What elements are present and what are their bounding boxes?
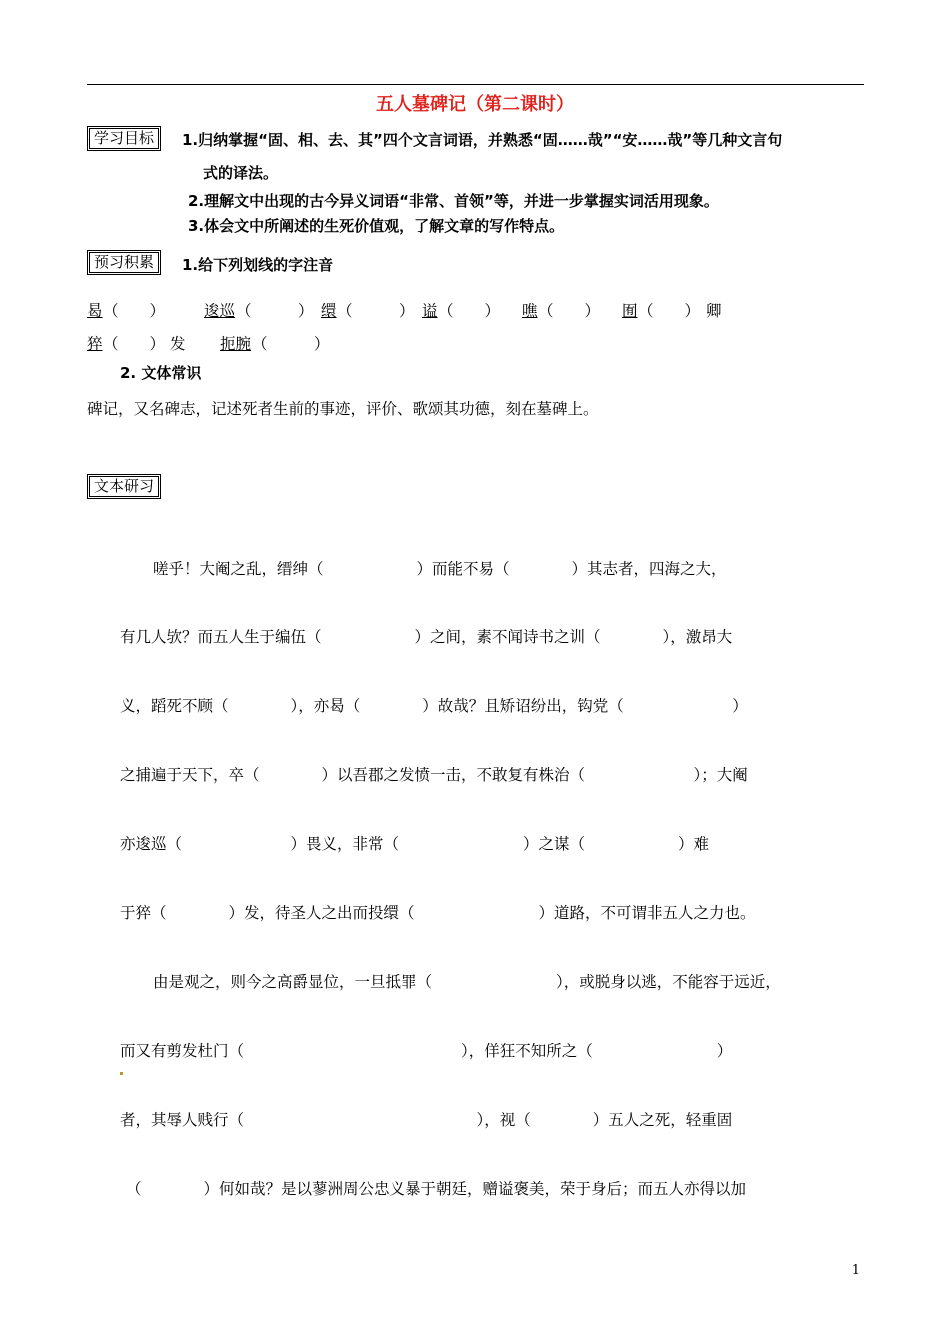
blank: （ ） [638, 302, 701, 320]
study-label-box [87, 474, 161, 499]
stray-mark [120, 1072, 123, 1075]
word-shi: 谥 [422, 302, 438, 320]
text-line-2: 有几人欤？而五人生于编伍（ ）之间，素不闻诗书之训（ ），激昂大 [120, 628, 733, 646]
text-line-10: （ ）何如哉？是以蓼洲周公忠义暴于朝廷，赠谥褒美，荣于身后；而五人亦得以加 [126, 1180, 747, 1198]
word-qing: 卿 [706, 302, 722, 320]
blank: （ ） [236, 302, 314, 320]
word-ewan: 扼腕 [220, 335, 252, 353]
goal-3: 3.体会文中所阐述的生死价值观，了解文章的写作特点。 [188, 217, 565, 235]
word-he: 曷 [87, 302, 103, 320]
preview-q1: 1.给下列划线的字注音 [182, 256, 334, 274]
blank: （ ） [538, 302, 601, 320]
preview-label-box [87, 250, 161, 275]
blank: （ ） [252, 335, 330, 353]
blank: （ ） [103, 335, 166, 353]
top-rule [87, 84, 864, 85]
text-line-3: 义，蹈死不顾（ ），亦曷（ ）故哉？且矫诏纷出，钩党（ ） [120, 697, 748, 715]
preview-q2: 2. 文体常识 [120, 364, 202, 382]
text-line-1: 嗟乎！大阉之乱，缙绅（ ）而能不易（ ）其志者，四海之大， [153, 560, 727, 578]
goals-label: 学习目标 [89, 128, 159, 149]
page-title: 五人墓碑记（第二课时） [376, 94, 574, 115]
text-line-7: 由是观之，则今之高爵显位，一旦抵罪（ ），或脱身以逃，不能容于远近， [153, 973, 781, 991]
goal-2: 2.理解文中出现的古今异义词语“非常、首领”等，并进一步掌握实词活用现象。 [188, 192, 719, 210]
text-line-4: 之捕遍于天下，卒（ ）以吾郡之发愤一击，不敢复有株治（ ）；大阉 [120, 766, 748, 784]
page-number: 1 [851, 1263, 860, 1278]
genre-text: 碑记，又名碑志，记述死者生前的事迹，评价、歌颂其功德，刻在墓碑上。 [87, 400, 599, 418]
text-line-9: 者，其辱人贱行（ ），视（ ）五人之死，轻重固 [120, 1111, 733, 1129]
study-label: 文本研习 [89, 476, 159, 497]
word-huan: 缳 [321, 302, 337, 320]
preview-label: 预习积累 [89, 252, 159, 273]
text-line-5: 亦逡巡（ ）畏义，非常（ ）之谋（ ）难 [120, 835, 710, 853]
goal-1: 1.归纳掌握“固、相、去、其”四个文言词语，并熟悉“固……哉”“安……哉”等几种文言句 [182, 131, 783, 149]
goal-1-cont: 式的译法。 [203, 164, 279, 182]
text-line-6: 于猝（ ）发，待圣人之出而投缳（ ）道路，不可谓非五人之力也。 [120, 904, 756, 922]
word-cu: 猝 [87, 335, 103, 353]
word-you: 囿 [622, 302, 638, 320]
text-line-8: 而又有剪发杜门（ ），佯狂不知所之（ ） [120, 1042, 733, 1060]
blank: （ ） [337, 302, 415, 320]
goals-label-box [87, 126, 161, 151]
word-qunxun: 逡巡 [204, 302, 236, 320]
word-fa: 发 [170, 335, 186, 353]
blank: （ ） [438, 302, 501, 320]
word-jiao: 噍 [522, 302, 538, 320]
blank: （ ） [103, 302, 166, 320]
